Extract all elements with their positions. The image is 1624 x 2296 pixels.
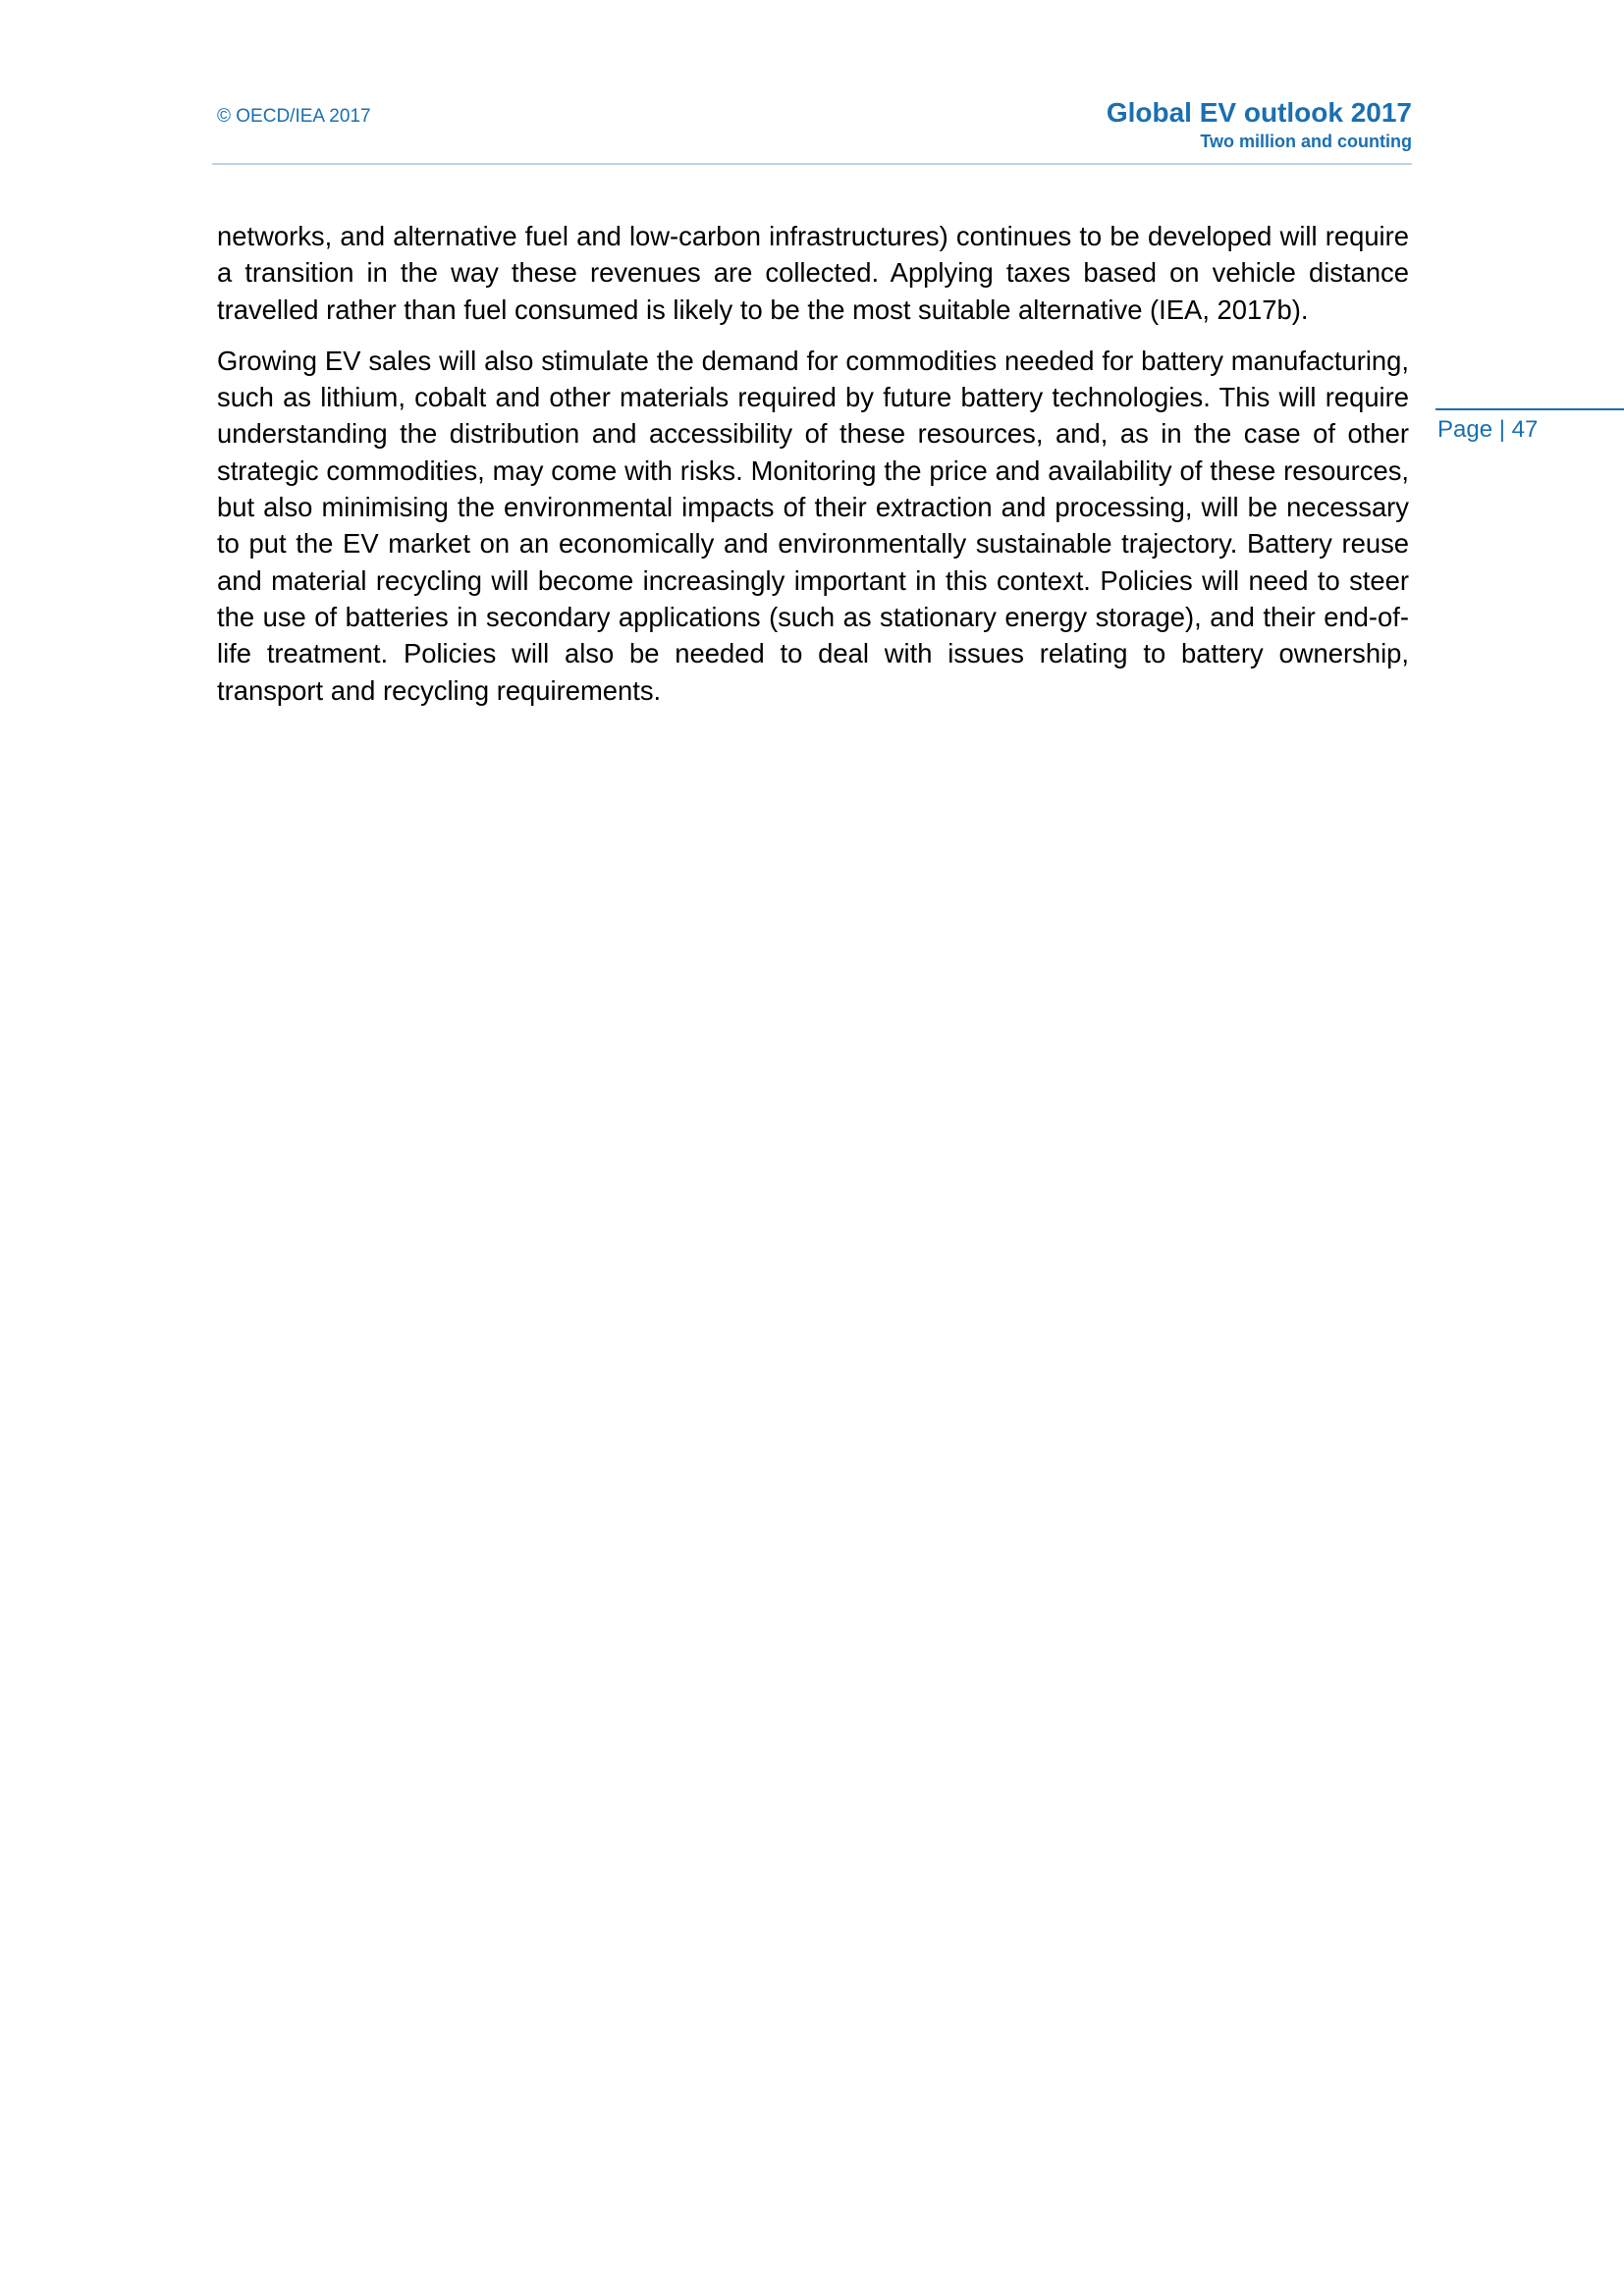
page-number: Page | 47 [1437, 416, 1539, 443]
header-divider [212, 163, 1412, 165]
page-number-divider [1435, 408, 1624, 410]
paragraph-revenue-collection: networks, and alternative fuel and low-carbon infrastructures) continues to be developed will require a transition in the way these revenues are collected. Applying taxes based on vehicle distance travelled rather than fuel consumed is likely to be the most suitable alternative (IEA, 2017b). [217, 221, 1409, 325]
publication-subtitle: Two million and counting [1200, 131, 1412, 151]
copyright-notice: © OECD/IEA 2017 [217, 106, 371, 127]
publication-title: Global EV outlook 2017 [1106, 97, 1412, 128]
paragraph-battery-commodities: Growing EV sales will also stimulate the demand for commodities needed for battery manufacturing, such as lithium, cobalt and other materials required by future battery technologies. This will require understanding the distribution and accessibility of these resources, and, as in the case of other strategic commodities, may come with risks. Monitoring the price and availability of these resources, but also minimising the environmental impacts of their extraction and processing, will be necessary to put the EV market on an economically and environmentally sustainable trajectory. Battery reuse and material recycling will become increasingly important in this context. Policies will need to steer the use of batteries in secondary applications (such as stationary energy storage), and their end-of-life treatment. Policies will also be needed to deal with issues relating to battery ownership, transport and recycling requirements. [217, 345, 1409, 706]
running-header [1107, 96, 1412, 154]
body-text [217, 218, 1409, 723]
